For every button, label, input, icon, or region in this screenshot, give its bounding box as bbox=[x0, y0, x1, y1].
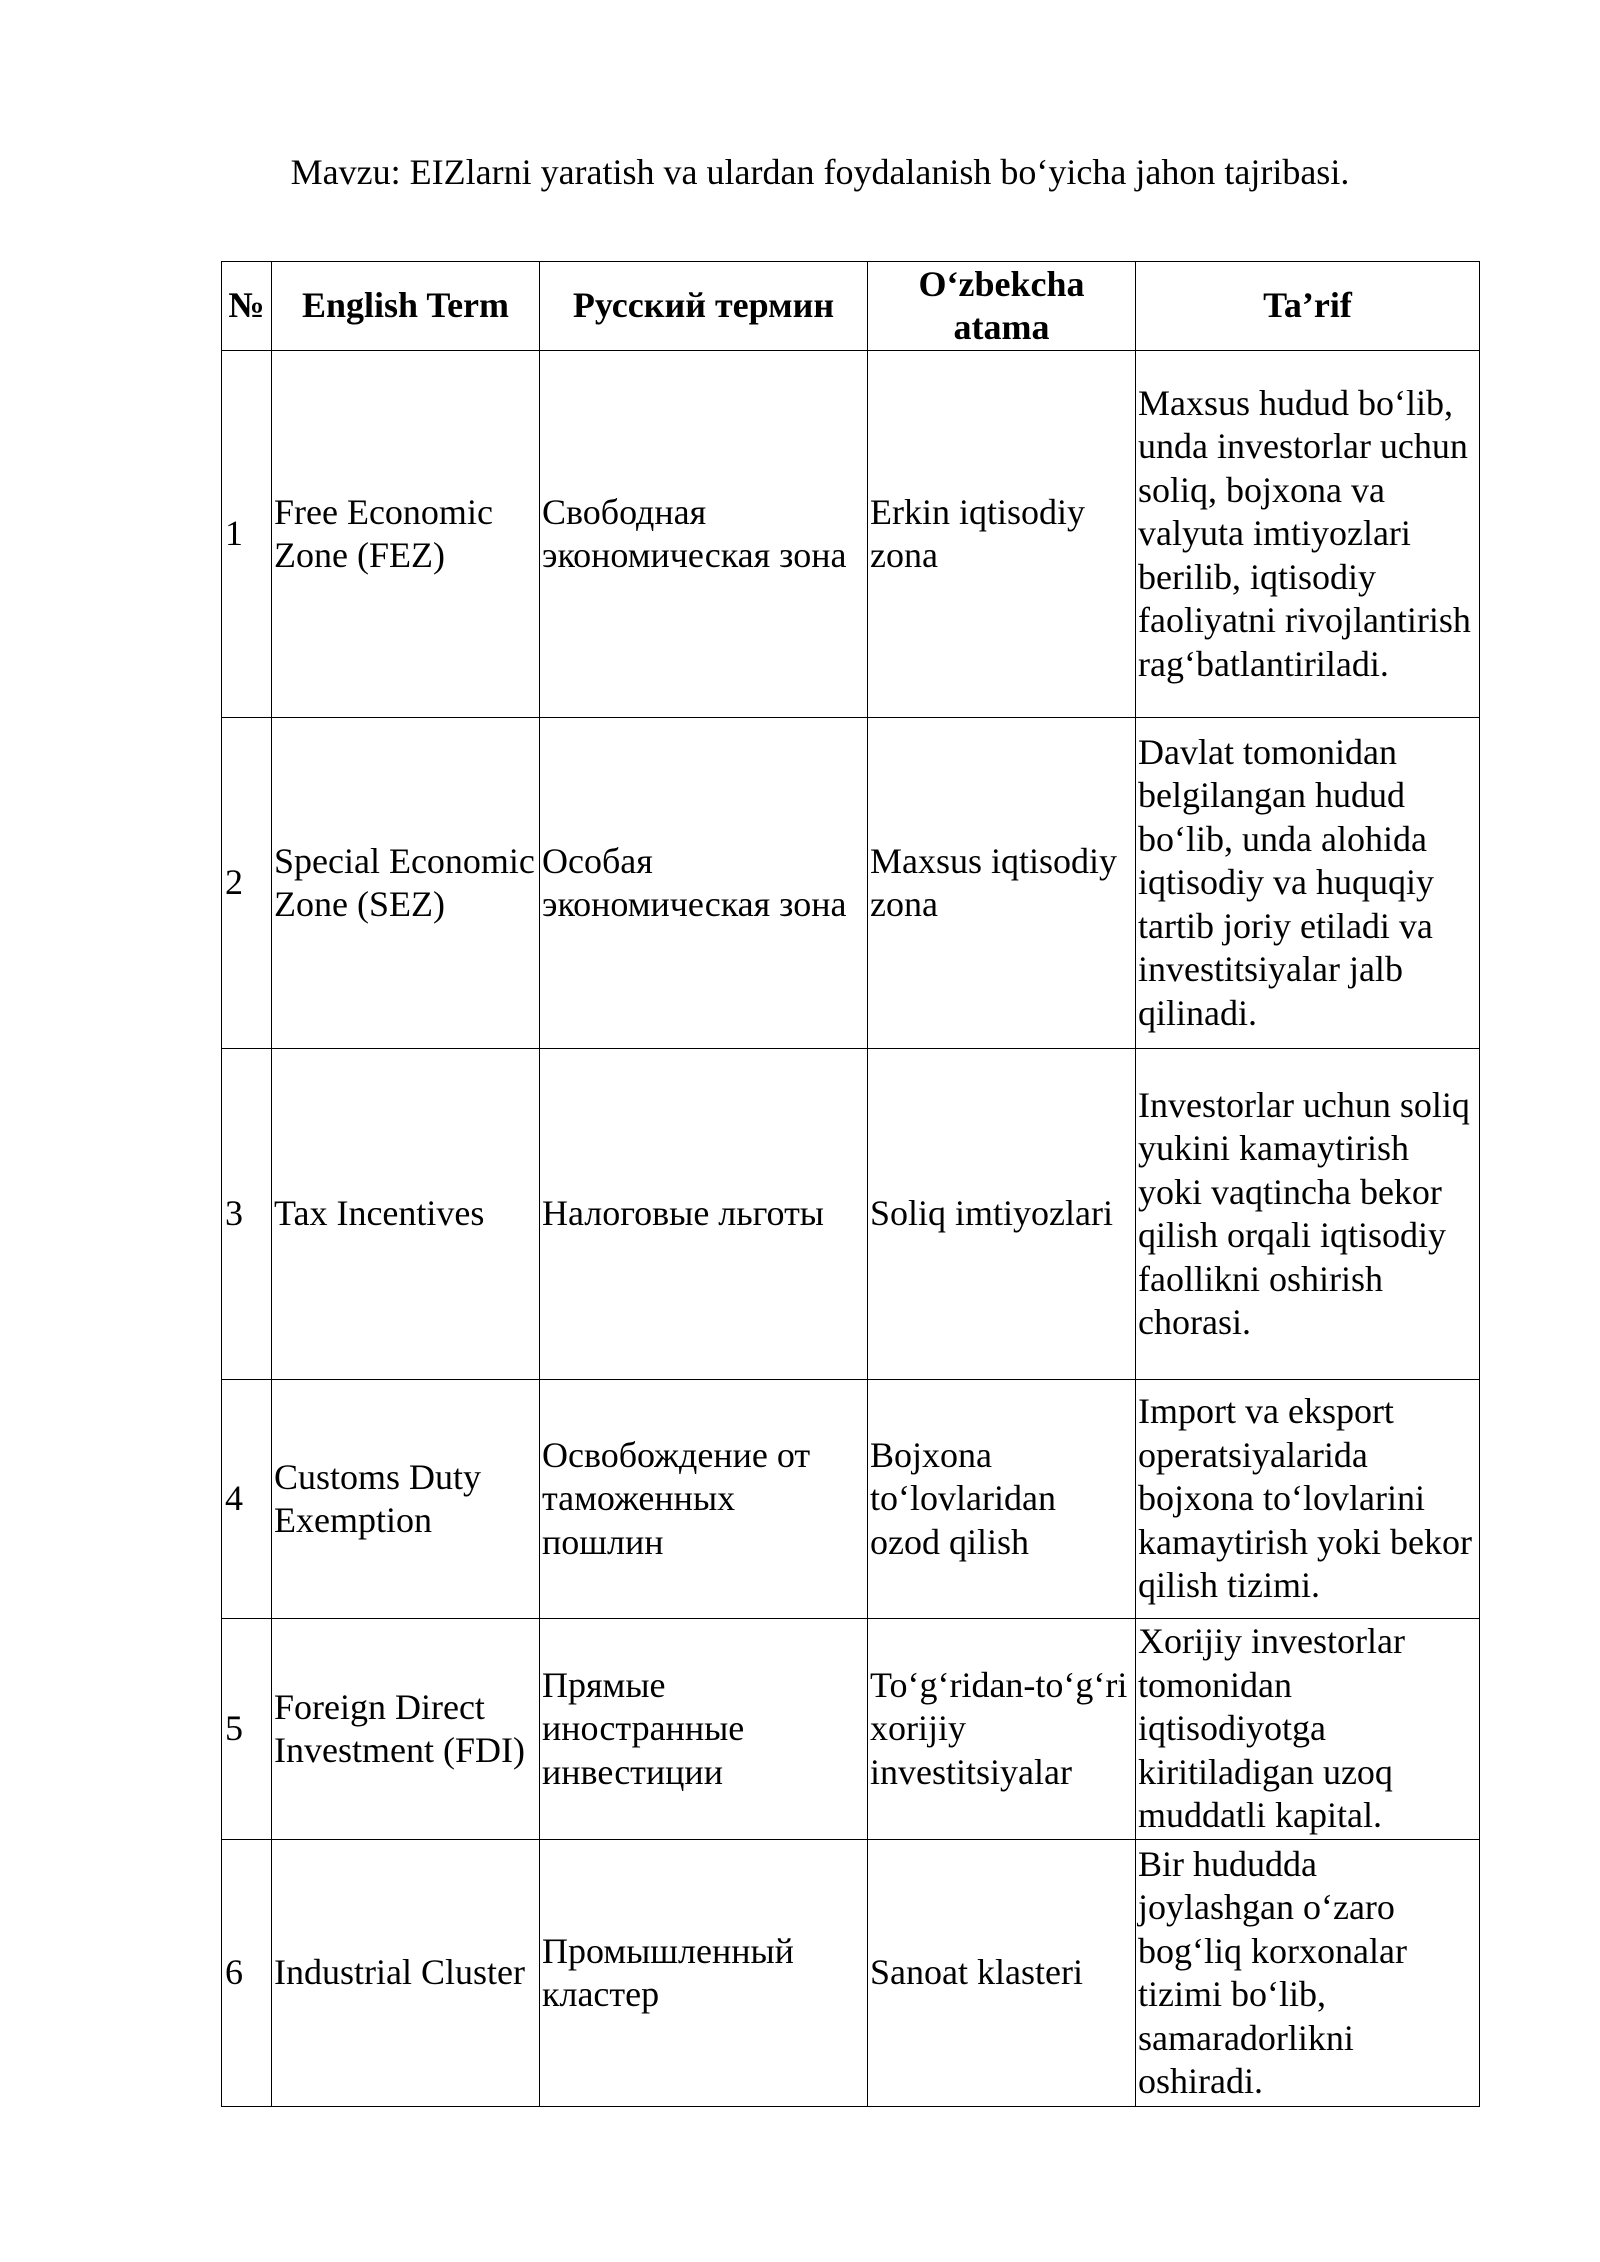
english-term-cell: Industrial Cluster bbox=[272, 1840, 540, 2107]
russian-term-cell: Особая экономическая зона bbox=[540, 718, 868, 1049]
uzbek-term-cell: Erkin iqtisodiy zona bbox=[868, 351, 1136, 718]
russian-term-cell: Налоговые льготы bbox=[540, 1049, 868, 1380]
table-row bbox=[222, 1619, 1480, 1840]
row-number: 2 bbox=[222, 718, 272, 1049]
english-term-cell: Customs Duty Exemption bbox=[272, 1380, 540, 1619]
russian-term-cell: Свободная экономическая зона bbox=[540, 351, 868, 718]
uzbek-term-cell: To‘g‘ridan-to‘g‘ri xorijiy investitsiyalar bbox=[868, 1619, 1136, 1840]
header-number: № bbox=[222, 262, 272, 351]
definition-cell: Maxsus hudud bo‘lib, unda investorlar uchun soliq, bojxona va valyuta imtiyozlari berilib, iqtisodiy faoliyatni rivojlantirish rag‘batlantiriladi. bbox=[1136, 351, 1480, 718]
table-row bbox=[222, 351, 1480, 718]
uzbek-term-cell: Soliq imtiyozlari bbox=[868, 1049, 1136, 1380]
russian-term-cell: Освобождение от таможенных пошлин bbox=[540, 1380, 868, 1619]
definition-cell: Bir hududda joylashgan o‘zaro bog‘liq korxonalar tizimi bo‘lib, samaradorlikni oshiradi. bbox=[1136, 1840, 1480, 2107]
row-number: 6 bbox=[222, 1840, 272, 2107]
definition-cell: Davlat tomonidan belgilangan hudud bo‘lib, unda alohida iqtisodiy va huquqiy tartib joriy etiladi va investitsiyalar jalb qilinadi. bbox=[1136, 718, 1480, 1049]
table-header-row bbox=[222, 262, 1480, 351]
page-title: Mavzu: EIZlarni yaratish va ulardan foydalanish bo‘yicha jahon tajribasi. bbox=[290, 152, 1350, 192]
header-definition: Ta’rif bbox=[1136, 262, 1480, 351]
header-english-term: English Term bbox=[272, 262, 540, 351]
table-row bbox=[222, 1049, 1480, 1380]
russian-term-cell: Прямые иностранные инвестиции bbox=[540, 1619, 868, 1840]
table-row bbox=[222, 1840, 1480, 2107]
definition-cell: Import va eksport operatsiyalarida bojxona to‘lovlarini kamaytirish yoki bekor qilish tizimi. bbox=[1136, 1380, 1480, 1619]
row-number: 3 bbox=[222, 1049, 272, 1380]
uzbek-term-cell: Maxsus iqtisodiy zona bbox=[868, 718, 1136, 1049]
row-number: 5 bbox=[222, 1619, 272, 1840]
english-term-cell: Free Economic Zone (FEZ) bbox=[272, 351, 540, 718]
english-term-cell: Tax Incentives bbox=[272, 1049, 540, 1380]
header-uzbek-term: O‘zbekcha atama bbox=[868, 262, 1136, 351]
row-number: 1 bbox=[222, 351, 272, 718]
english-term-cell: Foreign Direct Investment (FDI) bbox=[272, 1619, 540, 1840]
english-term-cell: Special Economic Zone (SEZ) bbox=[272, 718, 540, 1049]
terms-table bbox=[221, 261, 1480, 2107]
header-russian-term: Русский термин bbox=[540, 262, 868, 351]
row-number: 4 bbox=[222, 1380, 272, 1619]
uzbek-term-cell: Bojxona to‘lovlaridan ozod qilish bbox=[868, 1380, 1136, 1619]
uzbek-term-cell: Sanoat klasteri bbox=[868, 1840, 1136, 2107]
table-row bbox=[222, 718, 1480, 1049]
table-row bbox=[222, 1380, 1480, 1619]
definition-cell: Xorijiy investorlar tomonidan iqtisodiyotga kiritiladigan uzoq muddatli kapital. bbox=[1136, 1619, 1480, 1840]
definition-cell: Investorlar uchun soliq yukini kamaytirish yoki vaqtincha bekor qilish orqali iqtisodiy faollikni oshirish chorasi. bbox=[1136, 1049, 1480, 1380]
russian-term-cell: Промышленный кластер bbox=[540, 1840, 868, 2107]
